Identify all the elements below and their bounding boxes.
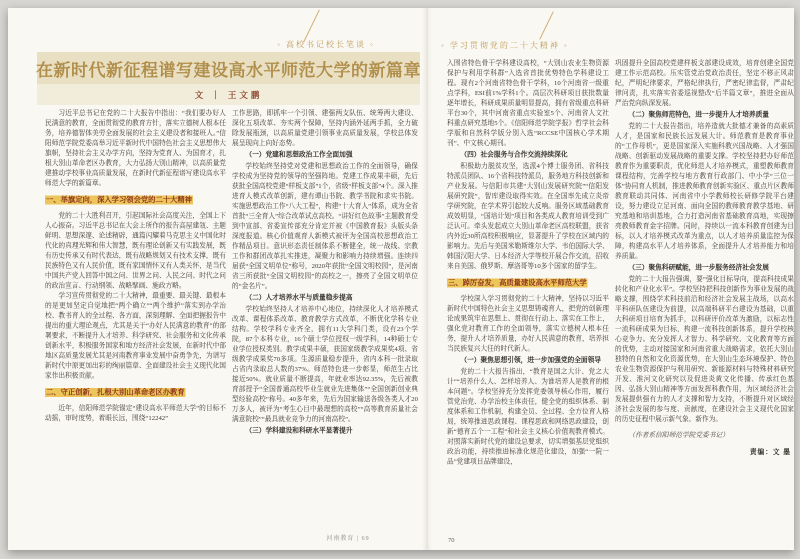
subsection-heading: （二）人才培养水平与质量稳步提高 — [245, 293, 353, 301]
article-title-band — [37, 52, 420, 84]
left-page-column-2 — [232, 108, 418, 549]
magazine-spread — [8, 8, 794, 550]
right-page-column-1 — [447, 58, 609, 536]
body-paragraph: 党的二十大胜利召开，引起国际社会高度关注，全国上下人心振奋。习近平总书记在大会上所作的报告高屋建瓴、主题鲜明、思想深邃、论述精辟，通篇闪耀着马克思主义中国化时代化的真理光辉和伟大智慧，既有理论创新又有实践发展，既有历史传承又有时代表达，既有战略规划又有技术支撑，既有民族特色又有人民价值，既有家国情怀又有人类关怀，是当代中国共产党人回答中国之问、世界之问、人民之问、时代之问的政治宣言、行动纲领、战略擘画、施政方略。 — [45, 211, 226, 289]
body-paragraph: 党的二十大报告指出，培养造就大批德才兼备的高素质人才，是国家和民族长远发展大计。师范教育是教育事业的“工作母机”，更是国家深入实施科教兴国战略、人才强国战略、创新驱动发展战略的重要支撑。学校坚持把办好师范教育作为重要职责，优化师范人才培养模式，重塑教师教育课程结构，完善学校与地方教育行政部门、中小学“三位一体”协同育人机制，推进教师教育创新实验区、重点片区教师教育联动共同体、河南省中小学教师校长研修学院平台建设，努力建设立足河南、面向全国的教师教育教学基地、研究基地和培训基地，合力打造河南省基础教育高地，实现擦亮教师教育金字招牌。同时，持续以一流本科教育创建为目标，以人才培养模式改革为重点，以人才培养质量监控为保障，构建高水平人才培养体系，全面提升人才培养能力和培养质量。 — [615, 122, 794, 260]
article-title: 在新时代新征程谱写建设高水平师范大学的新篇章 — [36, 60, 421, 80]
section-heading — [45, 195, 226, 206]
page-number: 70 — [448, 537, 455, 544]
page-gutter — [422, 8, 432, 550]
body-paragraph: 巩固提升全国高校党建样板支部建设成效，培育创建全国党建工作示范高校。压实管党治党政治责任，坚定不移正风肃纪，严明纪律要求，严格纪律执行，严密纪律监督，严肃纪律问责，扎实落实省委巡视整改“后半篇文章”，推进全面从严治党向纵深发展。 — [615, 59, 794, 107]
ornament-line — [539, 11, 553, 39]
subsection-heading: （三）学科建设和科研水平显著提升 — [245, 426, 353, 434]
byline: 文 ｜ 王文鹏 — [194, 89, 263, 100]
editor-credit: 责编：文 墨 — [749, 448, 791, 456]
body-paragraph: 工作思路，即抓牢一个引领、建强两支队伍、统筹两大建设、深化五项改革、夯实两个保障，坚持内涵外延两手抓，全力破除发展瓶颈，以高质量党建引领事业高质量发展，学校总体发展呈现向上向好态势。 — [232, 109, 418, 147]
ornament-line — [303, 10, 320, 43]
section-heading — [447, 278, 609, 289]
body-paragraph: 习近平总书记在党的二十大报告中指出：“我们要办好人民满意的教育，全面贯彻党的教育方针，落实立德树人根本任务，培养德智体美劳全面发展的社会主义建设者和接班人。”信阳师范学院党委高举习近平新时代中国特色社会主义思想伟大旗帜，坚持社会主义办学方向，坚持为党育人、为国育才，扎根大别山革命老区办教育，大力弘扬大别山精神，以高质量党建推动学校事业高质量发展，在新时代新征程谱写建设高水平师范大学的新篇章。 — [45, 109, 226, 187]
subsection-heading: （一）聚焦思想引领，进一步加强党的全面领导 — [460, 356, 601, 364]
author-note: （作者系信阳师范学院党委书记） — [628, 431, 729, 439]
right-page-column-2 — [615, 58, 794, 536]
section-heading — [45, 387, 226, 398]
journal-footer: 河南教育 | 69 — [326, 536, 370, 542]
body-paragraph: 学校始终坚持人才培养中心地位，持续深化人才培养模式改革、课程体系改革、教育教学方式改革，不断优化学科专业结构。学校学科专业齐全，拥有11大学科门类，设有23个学院，87个本科专业，16个硕士学位授权一级学科，14种硕士专业学位授权类别。教学成果丰硕，获国家级教学成果奖4项、省级教学成果奖70多项。生源质量稳步提升，省内本科一批录取占省内录取总人数的37%。师范特色进一步彰显，师范生占比接近50%。就业质量不断提高，年就业率达92.35%，先后被教育部授予“全国普通高校毕业生就业先进集体”“全国创新创业典型经验高校”称号。40多年来，先后为国家输送各级各类人才20万多人，被评为“考生心目中最理想的高校”“高等教育质量社会满意院校”“最具就业竞争力的河南高校”。 — [232, 305, 418, 423]
body-paragraph: 学校深入学习贯彻党的二十大精神，坚持以习近平新时代中国特色社会主义思想铸魂育人，把党的创新理论成果筑牢在思想上、贯彻在行动上、落实在工作上，强化党对教育工作的全面领导，落实立德树人根本任务，提升人才培养质量，办好人民满意的教育，培养担当民族复兴大任的时代新人。 — [447, 294, 609, 352]
column-tag-left: ◦ 高校书记校长笔谈 ◦ — [277, 40, 375, 49]
heading-highlight: 三、踔厉奋发，高质量建设高水平师范大学 — [448, 279, 587, 287]
byline-band — [37, 84, 420, 105]
column-tag-right: ◦ 学习贯彻党的二十大精神 ◦ — [441, 41, 569, 50]
subsection-heading: （一）党建和思想政治工作全面加强 — [245, 150, 353, 158]
body-paragraph: 入围省特色骨干学科建设高校，“大别山农业生物资源保护与利用学科群”入选省首批优势特色学科建设工程。现有2个河南省特色骨干学科，10个河南省一级重点学科，ESI前1%学科1个。高层次科研项目获批数量逐年增长，科研成果质量明显提高，拥有省级重点科研平台30个，其中河南省重点实验室5个、河南省人文社科重点研究基地5个。《信阳师范学院学报》哲学社会科学版和自然科学版分别入选“RCCSE中国核心学术期刊”、中文核心期刊。 — [447, 59, 609, 147]
body-paragraph: 党的二十大报告强调，要“强化目标导向，提高科技成果转化和产业化水平”。学校坚持把科技创新作为事业发展的战略支撑，围绕学术科技前沿和经济社会发展主战场，以高水平科研队伍建设为前提，以高端科研平台建设为基础，以重大科研项目培育为抓手，以科研评价改革为激励，以标志性一流科研成果为目标，构建一流科技创新体系，提升学校核心竞争力。充分发挥人才智力、科学研究、文化教育等方面的优势，主动对接国家和河南省重大战略需求，依托大别山独特的自然和文化资源优势，在大别山生态环境保护、特色农业生物资源保护与利用研究、新能源材料与特殊材料研究开发、淮河文化研究以及促进炎黄文化传播、传承红色基因、弘扬大别山精神等方面发挥科教作用，为区域经济社会发展提供强有力的人才支撑和智力支持，不断提升对区域经济社会发展的参与度、贡献度，在建设社会主义现代化国家的历史征程中展示新气象、新作为。 — [615, 275, 794, 423]
body-paragraph: 近年，信阳师范学院锚定“建设高水平师范大学”的目标不动摇，审时度势，着眼长远，围绕“12242” — [45, 404, 226, 422]
subsection-heading: （三）聚焦科研赋能，进一步服务经济社会发展 — [628, 263, 769, 271]
left-page-column-1 — [45, 108, 226, 549]
subsection-heading: （二）聚焦师范特色，进一步提升人才培养质量 — [628, 110, 769, 118]
body-paragraph: 党的二十大报告指出，“教育是国之大计、党之大计”“培养什么人、怎样培养人、为谁培养人是教育的根本问题”。学校坚持充分发挥党委领导核心作用，履行管党治党、办学治校主体责任，健全党的组织体系、制度体系和工作机制，构建全员、全过程、全方位育人格局，统筹推进思政课程、课程思政和网络思政建设，创新“德育五个一工程”和社会主义核心价值观教育模式。对照落实新时代党的建设总要求，切实增强基层党组织政治功能，持续推进标准化规范化建设，加强“一院一品”党建项目品牌建设， — [447, 367, 609, 465]
body-paragraph: 学校始终坚持党对党建和思想政治工作的全面领导，确保学校成为坚持党的领导的坚强阵地。党建工作成果丰硕，先后获批全国高校党建“样板支部”1个，省级“样板支部”4个。深入推进育人模式改革创新，建有谭山书院、教学书院和求实书院。实施思想政治工作“八大工程”，构建“十大育人”体系，成为全省首批“三全育人”综合改革试点高校。“讲好红色故事”主题教育受到中宣部、省委宣传部充分肯定并被《中国教育报》头版头条深度报道。核心价值观育人新模式被评为全国高校思想政治工作精品项目。意识形态责任制体系不断健全，统一战线、宗教工作和群团改革扎实推进，凝聚力和影响力持续增强。连续四届获“全国文明单位”称号，2020年获批“全国文明校园”，是河南省三所获批“全国文明校园”的高校之一，擦亮了全国文明单位的“金名片”。 — [232, 162, 418, 290]
heading-highlight: 一、举旗定向，深入学习领会党的二十大精神 — [46, 196, 192, 204]
heading-highlight: 二、守正创新，扎根大别山革命老区办教育 — [46, 388, 185, 397]
subsection-heading: （四）社会服务与合作交流持续深化 — [460, 150, 568, 158]
body-paragraph: 学习宣传贯彻党的二十大精神，最重要、最关键、最根本的是更加坚定自觉地把“两个确立”“两个维护”落实到办学治校、教书育人的全过程、各方面，深刻理解、全面把握报告中提出的重大理论观点，尤其是关于“办好人民满意的教育”的部署要求，不断提升人才培养、科学研究、社会服务和文化传承创新水平，积极服务国家和地方经济社会发展，在新时代中部地区高质量发展尤其是河南教育事业发展中奋勇争先，为谱写新时代中原更加出彩的绚丽篇章、全面建设社会主义现代化国家作出积极贡献。 — [45, 291, 226, 379]
body-paragraph: 积极助力脱贫攻坚，选派4个博士服务团、省科技特派员团队、16个省科技特派员，服务地方科技创新和产业发展。与信阳市共建“大别山发展研究院”“信阳发展研究院”，智库建设取得实效。在全国率先成立炎帝学研究院，在学术界引起较大反响。服务区域基础教育成效明显，“国培计划”项目和各类成人教育培训受到广泛认可。牵头发起成立大别山革命老区高校联盟，获省内外近30所高校积极响应，显著提升了学校在区域内的影响力。先后与美国米勒斯维尔大学、韦伯国际大学、韩国汉阳大学、日本经济大学等校开展合作交流，招收来自美国、俄罗斯、摩洛哥等10多个国家的留学生。 — [447, 162, 609, 270]
